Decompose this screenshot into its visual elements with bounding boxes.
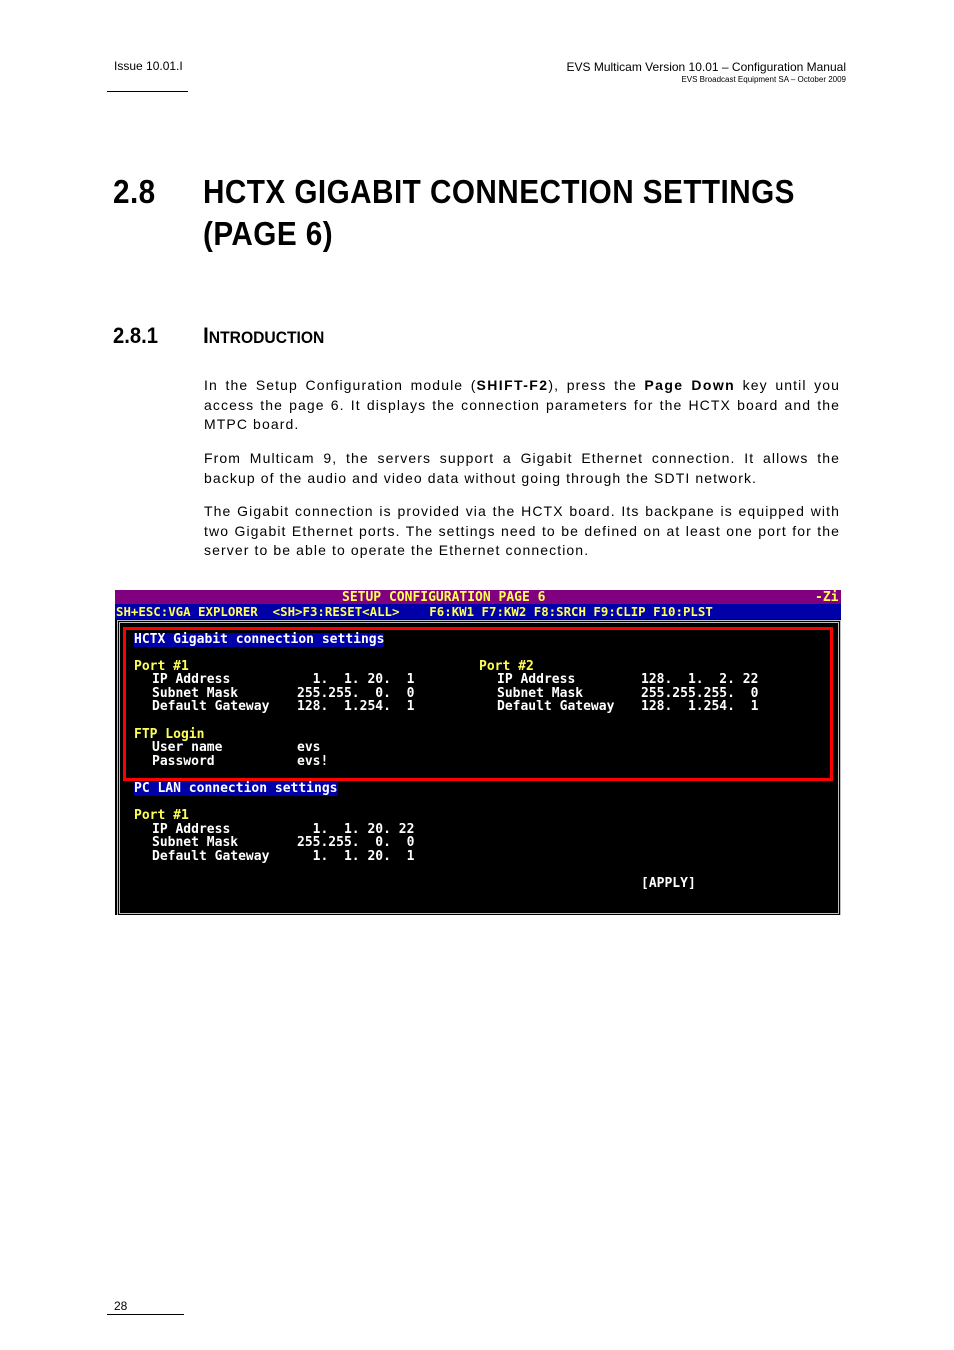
hctx-port1-ip-label: IP Address xyxy=(152,672,231,687)
subsection-title-initial: I xyxy=(203,323,209,348)
ftp-login-heading: FTP Login xyxy=(134,727,205,742)
paragraph-2: From Multicam 9, the servers support a Gigabit Ethernet connection. It allows the backup of the audio and video data without going through the SDTI network. xyxy=(204,450,840,486)
subsection-title xyxy=(203,322,324,352)
section-title: HCTX GIGABIT CONNECTION SETTINGS (PAGE 6) xyxy=(203,173,795,252)
p1-text-a: In the Setup Configuration module ( xyxy=(204,377,477,393)
hctx-port1-gw-label: Default Gateway xyxy=(152,699,270,714)
pclan-heading: PC LAN connection settings xyxy=(134,781,338,796)
pclan-gw-label: Default Gateway xyxy=(152,849,270,864)
issue-label: Issue 10.01.I xyxy=(114,59,183,73)
apply-button[interactable]: [APPLY] xyxy=(641,876,696,891)
page-number: 28 xyxy=(114,1299,128,1313)
pclan-mask-value[interactable]: 255.255. 0. 0 xyxy=(297,835,415,850)
subsection-number: 2.8.1 xyxy=(113,323,159,348)
hctx-port2-gw-value: 128. 1.254. 1 xyxy=(641,699,759,714)
pclan-ip-label: IP Address xyxy=(152,822,231,837)
pclan-port1-label: Port #1 xyxy=(134,808,189,823)
hctx-port2-mask-value: 255.255.255. 0 xyxy=(641,686,759,701)
hctx-heading: HCTX Gigabit connection settings xyxy=(134,632,385,647)
terminal-title: SETUP CONFIGURATION PAGE 6 xyxy=(342,590,546,605)
highlight-box xyxy=(123,627,833,781)
footer-rule xyxy=(107,1314,184,1315)
hctx-port1-gw-value: 128. 1.254. 1 xyxy=(297,699,415,714)
header-rule xyxy=(107,91,188,92)
setup-config-screenshot xyxy=(115,590,841,915)
hctx-port2-gw-label: Default Gateway xyxy=(497,699,615,714)
terminal-menu: SH+ESC:VGA EXPLORER <SH>F3:RESET<ALL> F6:KW1 F7:KW2 F8:SRCH F9:CLIP F10:PLST xyxy=(116,604,713,619)
p1-text-c: key until you access the page 6. It displays the connection parameters for the HCTX board and the MTPC board. xyxy=(204,377,840,432)
manual-title: EVS Multicam Version 10.01 – Configuration Manual xyxy=(566,60,846,74)
pclan-gw-value[interactable]: 1. 1. 20. 1 xyxy=(297,849,415,864)
pclan-ip-value[interactable]: 1. 1. 20. 22 xyxy=(297,822,415,837)
ftp-user-label: User name xyxy=(152,740,223,755)
hctx-port2-ip-value: 128. 1. 2. 22 xyxy=(641,672,759,687)
hctx-port1-ip-value: 1. 1. 20. 1 xyxy=(297,672,415,687)
hctx-port1-mask-label: Subnet Mask xyxy=(152,686,239,701)
ftp-user-value[interactable]: evs xyxy=(297,740,321,755)
hctx-port1-mask-value: 255.255. 0. 0 xyxy=(297,686,415,701)
paragraph-3: The Gigabit connection is provided via the HCTX board. Its backpane is equipped with two Gigabit Ethernet ports. The settings need to be defined on at least one port for the server to be able to operate the Ethernet connection. xyxy=(204,503,840,558)
ftp-password-label: Password xyxy=(152,754,215,769)
paragraph-1 xyxy=(204,376,840,435)
pclan-mask-label: Subnet Mask xyxy=(152,835,239,850)
section-number: 2.8 xyxy=(113,173,156,210)
header-right xyxy=(567,59,847,85)
subsection-title-rest: NTRODUCTION xyxy=(208,328,325,347)
hctx-port2-label: Port #2 xyxy=(479,659,534,674)
hctx-port1-label: Port #1 xyxy=(134,659,189,674)
p1-text-b: ), press the xyxy=(548,377,645,393)
hctx-port2-ip-label: IP Address xyxy=(497,672,576,687)
company-date: EVS Broadcast Equipment SA – October 2009 xyxy=(681,75,846,84)
terminal-title-right: -Zi xyxy=(815,590,839,605)
p1-key-page-down: Page Down xyxy=(644,377,736,393)
ftp-password-value[interactable]: evs! xyxy=(297,754,329,769)
p1-key-shift-f2: SHIFT-F2 xyxy=(476,377,549,393)
hctx-port2-mask-label: Subnet Mask xyxy=(497,686,584,701)
